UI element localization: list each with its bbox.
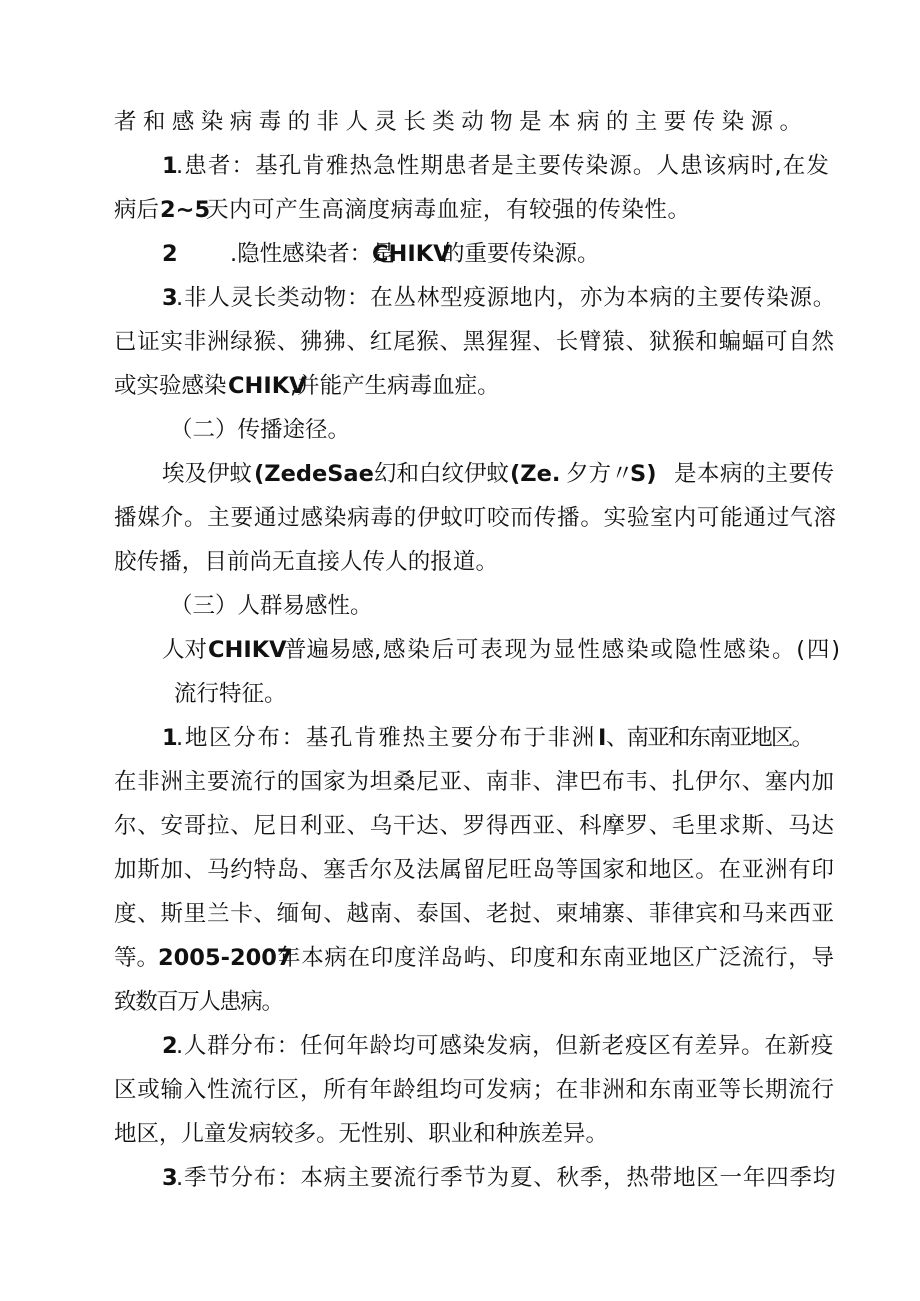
item-text: .季节分布：本病主要流行季节为夏、秋季，热带地区一年四季均 xyxy=(176,1165,836,1191)
paragraph-text: 致数百万人患病。 xyxy=(114,989,283,1015)
item-1-line-1 xyxy=(0,144,920,188)
item-number: 3 xyxy=(162,1165,178,1191)
latin-name: (Ze. xyxy=(510,461,561,487)
latin-name: S) xyxy=(630,461,657,487)
region-line-7 xyxy=(0,980,920,1024)
paragraph-text: 区或输入性流行区，所有年龄组均可发病；在非洲和东南亚等长期流行 xyxy=(114,1077,835,1103)
item-number: 1 xyxy=(162,725,178,751)
intro-text: 者和感染病毒的非人灵长类动物是本病的主要传染源。 xyxy=(114,109,809,135)
item-3-line-2 xyxy=(0,320,920,364)
region-line-4 xyxy=(0,848,920,892)
section-2-heading xyxy=(0,408,920,452)
latin-name: (ZedeSae xyxy=(254,461,374,487)
text-segment: 幻和白纹伊蚊 xyxy=(374,461,510,487)
text-segment: 或实验感染 xyxy=(114,373,227,399)
item-3-line-3 xyxy=(0,364,920,408)
item-2-line xyxy=(0,232,920,276)
text-segment: 是本病的主要传 xyxy=(674,461,835,487)
text-segment: 病后 xyxy=(114,197,160,223)
region-line-1 xyxy=(0,716,920,760)
text-segment: 年本病在印度洋岛屿、印度和东南亚地区广泛流行，导 xyxy=(278,945,835,971)
item-number: 2 xyxy=(162,1033,178,1059)
population-line-3 xyxy=(0,1112,920,1156)
virus-abbreviation: CHIKV xyxy=(208,637,287,663)
item-1-line-2 xyxy=(0,188,920,232)
text-segment: 的重要传染源。 xyxy=(442,241,600,267)
year-range: 2005-2007 xyxy=(158,945,293,971)
paragraph-text: 在非洲主要流行的国家为坦桑尼亚、南非、津巴布韦、扎伊尔、塞内加 xyxy=(114,769,835,795)
item-number: 1 xyxy=(162,153,178,179)
paragraph-text: 播媒介。主要通过感染病毒的伊蚊叮咬而传播。实验室内可能通过气溶 xyxy=(114,505,837,531)
item-text: .非人灵长类动物：在丛林型疫源地内，亦为本病的主要传染源。 xyxy=(176,285,836,311)
section-title: （三）人群易感性。 xyxy=(170,593,373,619)
text-segment: 天内可产生高滴度病毒血症，有较强的传染性。 xyxy=(206,197,691,223)
item-text: 已证实非洲绿猴、狒狒、红尾猴、黑猩猩、长臂猿、狱猴和蝙蝠可自然 xyxy=(114,329,835,355)
transmission-line-3 xyxy=(0,540,920,584)
paragraph-text: 度、斯里兰卡、缅甸、越南、泰国、老挝、柬埔寨、菲律宾和马来西亚 xyxy=(114,901,835,927)
paragraph-text: 尔、安哥拉、尼日利亚、乌干达、罗得西亚、科摩罗、毛里求斯、马达 xyxy=(114,813,835,839)
section-3-heading xyxy=(0,584,920,628)
text-segment: 人对 xyxy=(162,637,208,663)
region-line-3 xyxy=(0,804,920,848)
region-line-6 xyxy=(0,936,920,980)
paragraph-text: 地区，儿童发病较多。无性别、职业和种族差异。 xyxy=(114,1121,608,1147)
paragraph-text: 胶传播，目前尚无直接人传人的报道。 xyxy=(114,549,499,575)
region-line-2 xyxy=(0,760,920,804)
item-number: 3 xyxy=(162,285,178,311)
item-3-line-1 xyxy=(0,276,920,320)
text-segment: 普遍易感 xyxy=(284,637,375,663)
paragraph-text: 加斯加、马约特岛、塞舌尔及法属留尼旺岛等国家和地区。在亚洲有印 xyxy=(114,857,835,883)
susceptibility-line-2 xyxy=(0,672,920,716)
text-segment: 、南亚和东南亚地区。 xyxy=(606,725,813,751)
text-segment: .隐性感染者：是 xyxy=(230,241,395,267)
virus-abbreviation: CHIKV xyxy=(228,373,307,399)
item-text: .人群分布：任何年龄均可感染发病，但新老疫区有差异。在新疫 xyxy=(176,1033,834,1059)
season-line-1 xyxy=(0,1156,920,1200)
text-segment: I xyxy=(598,725,607,751)
text-segment: ,感染后可表现为显性感染或隐性感染。(四) xyxy=(374,637,842,663)
virus-abbreviation: CHIKV xyxy=(372,241,451,267)
text-segment: 等。 xyxy=(114,945,160,971)
section-title: （二）传播途径。 xyxy=(170,417,351,443)
population-line-1 xyxy=(0,1024,920,1068)
transmission-line-1 xyxy=(0,452,920,496)
item-number: 2 xyxy=(162,241,178,267)
text-segment: ,并能产生病毒血症。 xyxy=(290,373,500,399)
region-line-5 xyxy=(0,892,920,936)
transmission-line-2 xyxy=(0,496,920,540)
section-title: 流行特征。 xyxy=(174,681,287,707)
text-segment: .地区分布：基孔肯雅热主要分布于非洲 xyxy=(176,725,596,751)
susceptibility-line-1 xyxy=(0,628,920,672)
text-segment: 埃及伊蚊 xyxy=(162,461,253,487)
number-range: 2~5 xyxy=(160,197,211,223)
paragraph-line xyxy=(0,100,920,144)
item-text: .患者：基孔肯雅热急性期患者是主要传染源。人患该病时,在发 xyxy=(176,153,830,179)
population-line-2 xyxy=(0,1068,920,1112)
text-segment: 夕方〃 xyxy=(566,461,634,487)
